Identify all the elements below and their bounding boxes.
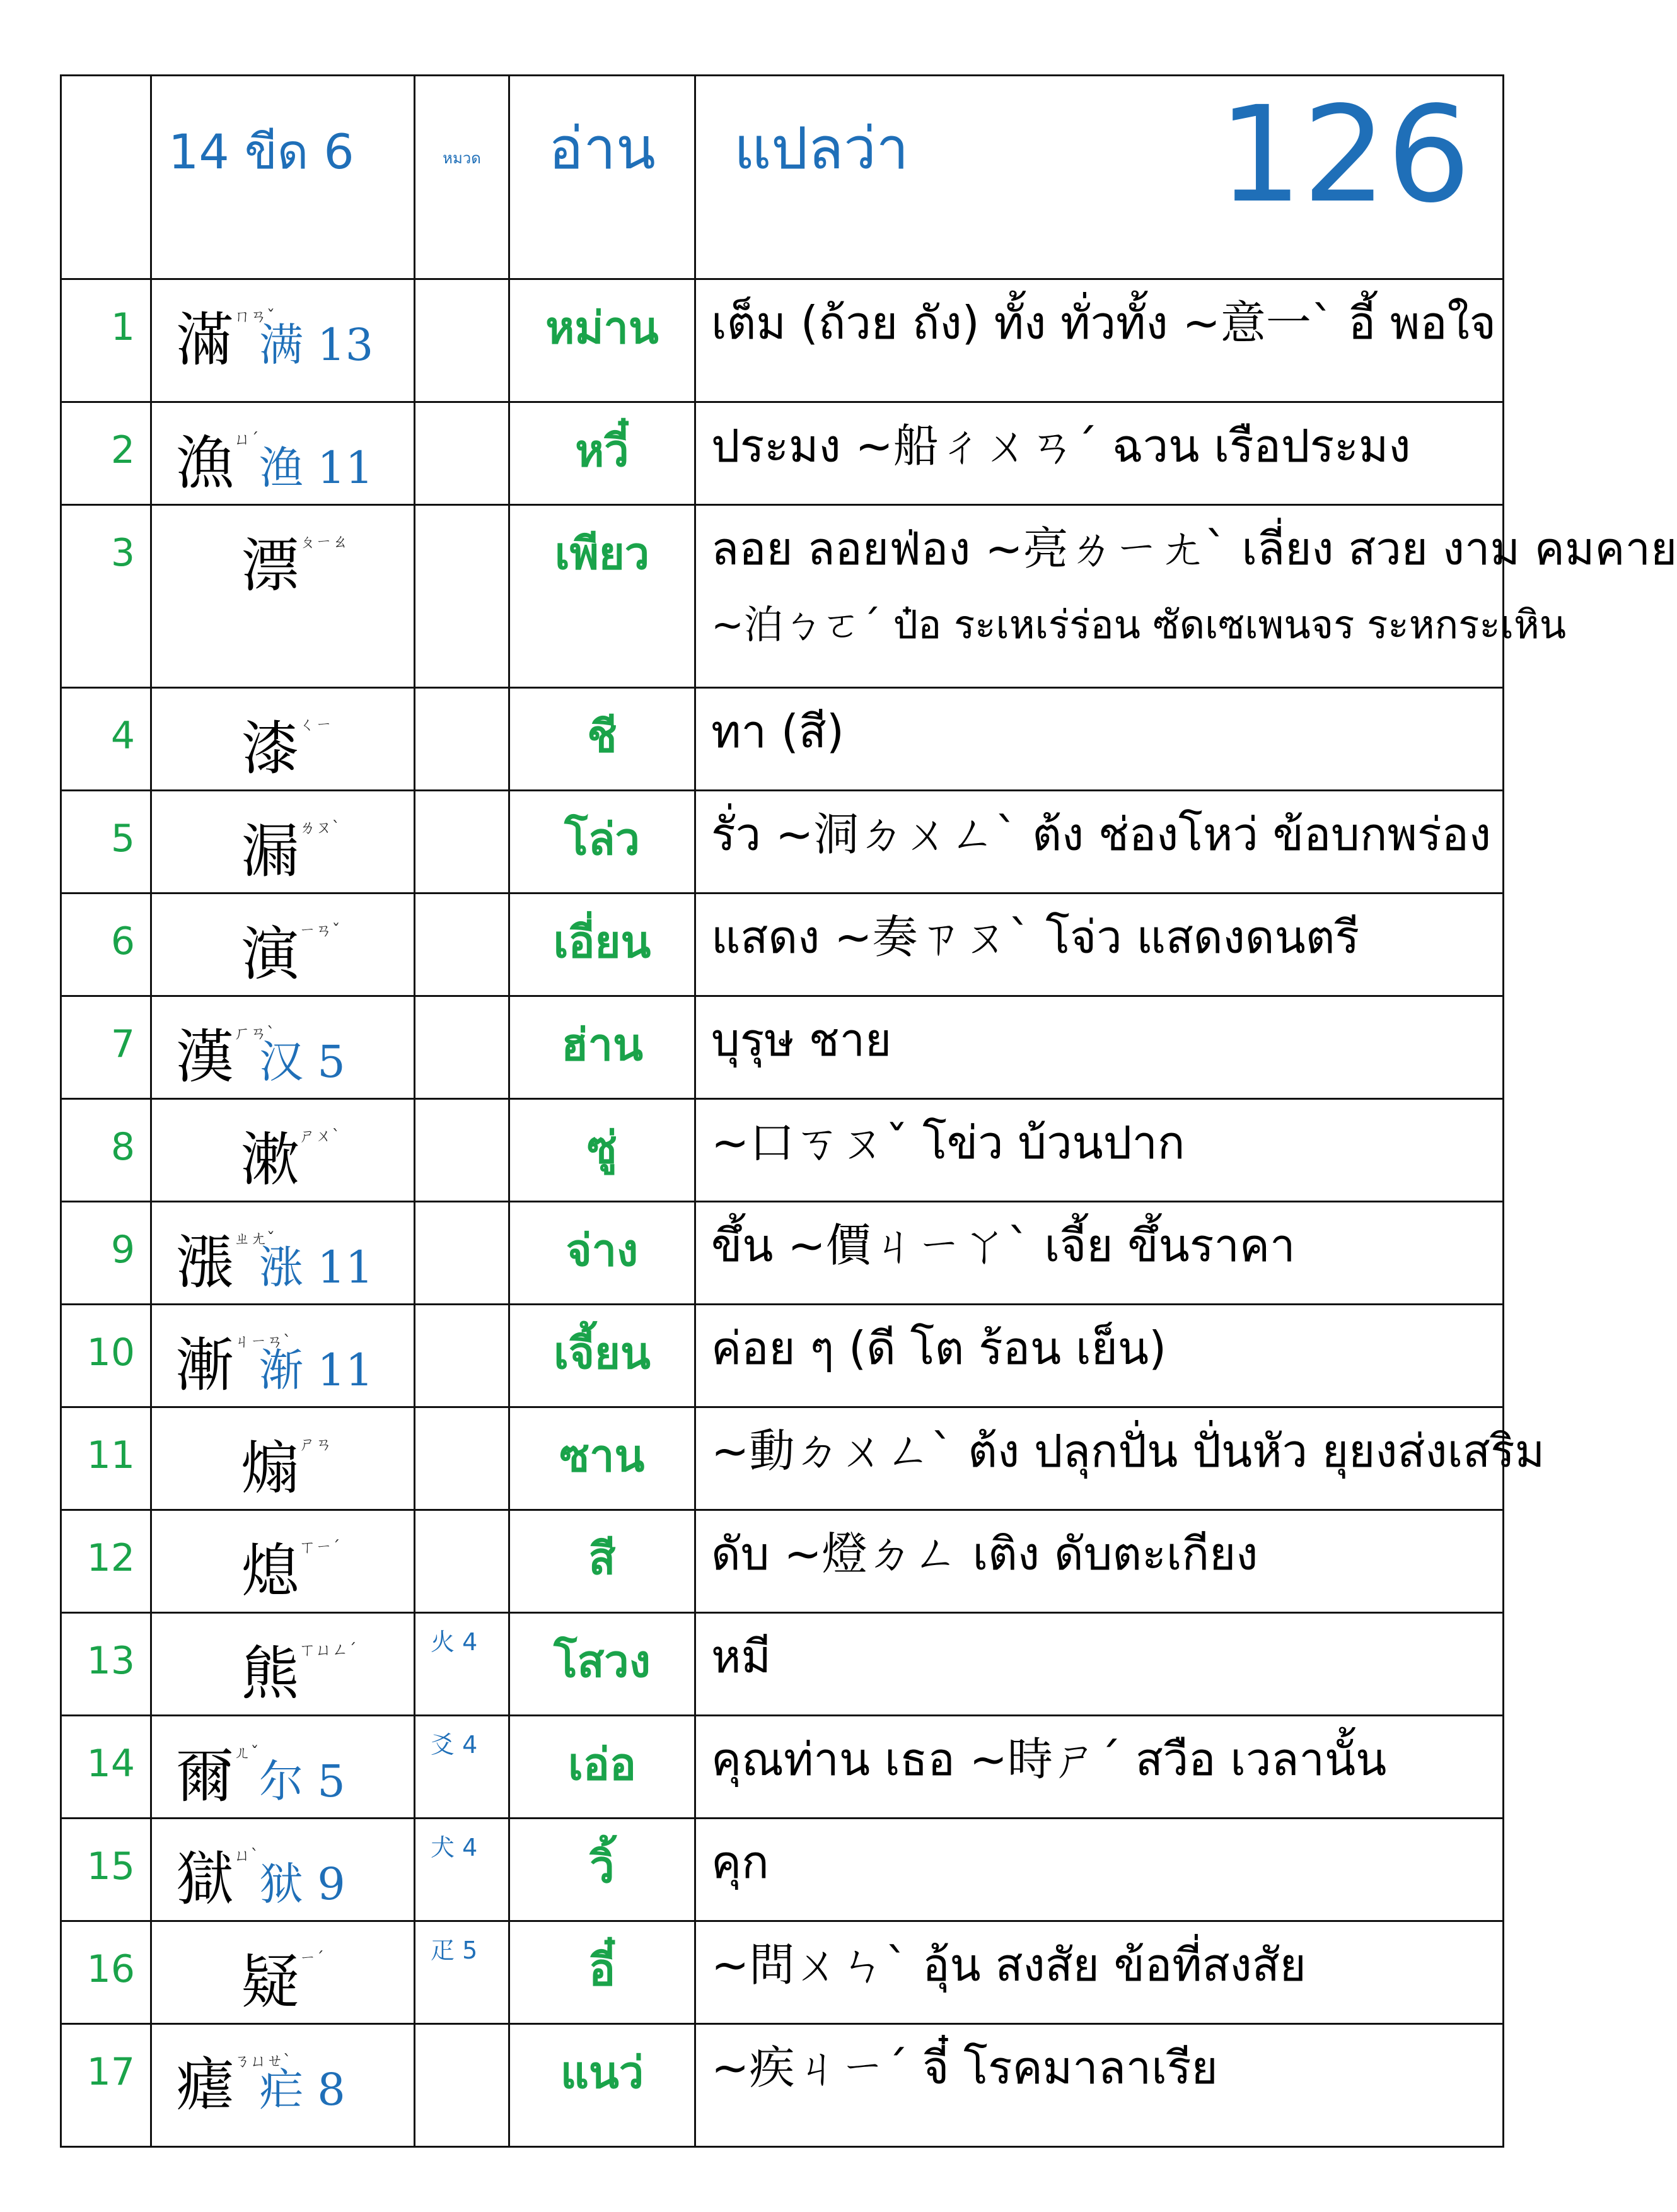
- header-row: [61, 76, 1504, 279]
- meaning-cell: [695, 1921, 1504, 2024]
- meaning-text: ประมง ~船ㄔㄨㄢˊ ฉวน เรือประมง: [711, 419, 1411, 472]
- meaning-text: บุรุษ ชาย: [711, 1013, 892, 1066]
- radical-cell: [415, 1510, 509, 1613]
- row-number: 16: [61, 1921, 151, 2024]
- meaning-text-line2: ~泊ㄅㄛˊ ป๋อ ระเหเร่ร่อน ซัดเซเพนจร ระหกระเหิน: [711, 602, 1567, 648]
- meaning-cell: [695, 1716, 1504, 1819]
- meaning-text: หมี: [711, 1630, 771, 1683]
- table-row: [61, 1202, 1504, 1305]
- hanzi-cell: [151, 1202, 415, 1305]
- simplified-char: 汉 5: [259, 1036, 345, 1088]
- meaning-cell: [695, 996, 1504, 1099]
- radical-cell: [415, 996, 509, 1099]
- thai-reading: โสวง: [509, 1613, 695, 1716]
- zhuyin: ㄑㄧ: [299, 716, 332, 735]
- header-number-cell: [61, 76, 151, 279]
- vocab-table: [60, 74, 1677, 2148]
- radical-cell: [415, 791, 509, 894]
- simplified-char: 疟 8: [259, 2064, 345, 2116]
- hanzi-cell: [151, 2024, 415, 2147]
- hanzi-cell: [151, 402, 415, 505]
- simplified-char: 渐 11: [259, 1344, 374, 1396]
- traditional-char: 熊: [241, 1640, 299, 1708]
- hanzi-cell: [151, 1921, 415, 2024]
- traditional-char: 獄: [176, 1846, 235, 1913]
- table-row: [61, 1921, 1504, 2024]
- reading-header: อ่าน: [509, 76, 695, 279]
- zhuyin: ㄓㄤˇ: [234, 1230, 276, 1249]
- row-number: 3: [61, 505, 151, 688]
- zhuyin: ㄏㄢˋ: [234, 1024, 276, 1043]
- row-number: 9: [61, 1202, 151, 1305]
- meaning-text: คุก: [711, 1836, 769, 1889]
- meaning-cell: [695, 505, 1677, 688]
- hanzi-cell: [151, 1716, 415, 1819]
- hanzi-cell: [151, 1510, 415, 1613]
- simplified-char: 狱 9: [259, 1858, 345, 1910]
- row-number: 4: [61, 688, 151, 791]
- zhuyin: ㄩˋ: [234, 1846, 259, 1865]
- radical-cell: [415, 1202, 509, 1305]
- meaning-cell: [695, 1407, 1545, 1510]
- row-number: 1: [61, 279, 151, 402]
- traditional-char: 漢: [176, 1023, 235, 1091]
- traditional-char: 疑: [241, 1948, 299, 2016]
- thai-reading: เจี้ยน: [509, 1305, 695, 1407]
- thai-reading: ฮ่าน: [509, 996, 695, 1099]
- thai-reading: ซาน: [509, 1407, 695, 1510]
- row-number: 10: [61, 1305, 151, 1407]
- thai-reading: แนว่: [509, 2024, 695, 2147]
- radical-cell: 火 4: [415, 1613, 509, 1716]
- meaning-text: คุณท่าน เธอ ~時ㄕˊ สวือ เวลานั้น: [711, 1733, 1387, 1786]
- table-row: [61, 1510, 1504, 1613]
- radical-cell: [415, 505, 509, 688]
- zhuyin: ㄧˊ: [299, 1949, 324, 1968]
- meaning-text: รั่ว ~洞ㄉㄨㄥˋ ต้ง ช่องโหว่ ข้อบกพร่อง: [711, 808, 1492, 861]
- radical-cell: [415, 279, 509, 402]
- radical-cell: [415, 402, 509, 505]
- meaning-text: ขึ้น ~價ㄐㄧㄚˋ เจี้ย ขึ้นราคา: [711, 1219, 1296, 1272]
- zhuyin: ㄇㄢˇ: [234, 307, 276, 326]
- meaning-cell: [695, 1305, 1504, 1407]
- traditional-char: 演: [241, 921, 299, 988]
- hanzi-cell: [151, 791, 415, 894]
- simplified-char: 满 13: [259, 319, 374, 371]
- thai-reading: วิ้: [509, 1819, 695, 1921]
- traditional-char: 瘧: [176, 2051, 235, 2119]
- zhuyin: ㄒㄩㄥˊ: [299, 1641, 357, 1660]
- thai-reading: โล่ว: [509, 791, 695, 894]
- row-number: 14: [61, 1716, 151, 1819]
- meaning-text: ~問ㄨㄣˋ อุ้น สงสัย ข้อที่สงสัย: [711, 1938, 1306, 1991]
- hanzi-cell: [151, 688, 415, 791]
- radical-cell: 疋 5: [415, 1921, 509, 2024]
- zhuyin: ㄆㄧㄠ: [299, 533, 349, 552]
- thai-reading: อี๋: [509, 1921, 695, 2024]
- table-row: [61, 1407, 1504, 1510]
- hanzi-cell: [151, 505, 415, 688]
- thai-reading: สี: [509, 1510, 695, 1613]
- thai-reading: เอ่อ: [509, 1716, 695, 1819]
- thai-reading: จ่าง: [509, 1202, 695, 1305]
- traditional-char: 漁: [176, 429, 235, 497]
- row-number: 17: [61, 2024, 151, 2147]
- radical-cell: [415, 688, 509, 791]
- meaning-cell: [695, 688, 1504, 791]
- meaning-text: ลอย ลอยฟ่อง ~亮ㄌㄧㄤˋ เลี่ยง สวย งาม คมคาย: [711, 522, 1677, 575]
- meaning-cell: [695, 279, 1504, 402]
- traditional-char: 漆: [241, 715, 299, 783]
- radical-cell: [415, 894, 509, 996]
- traditional-char: 漲: [176, 1229, 235, 1296]
- traditional-char: 熄: [241, 1537, 299, 1605]
- table-row: [61, 1819, 1504, 1921]
- traditional-char: 爾: [176, 1743, 235, 1810]
- radical-cell: [415, 1407, 509, 1510]
- thai-reading: ชี: [509, 688, 695, 791]
- row-number: 6: [61, 894, 151, 996]
- table-row: [61, 1613, 1504, 1716]
- zhuyin: ㄋㄩㄝˋ: [234, 2052, 292, 2071]
- meaning-text: แสดง ~奏ㄗㄡˋ โจ่ว แสดงดนตรี: [711, 911, 1360, 963]
- table-row: [61, 996, 1504, 1099]
- hanzi-cell: [151, 1305, 415, 1407]
- table-row: [61, 894, 1504, 996]
- meaning-text: ดับ ~燈ㄉㄥ เติง ดับตะเกียง: [711, 1527, 1258, 1580]
- row-number: 12: [61, 1510, 151, 1613]
- thai-reading: เอี่ยน: [509, 894, 695, 996]
- zhuyin: ㄌㄡˋ: [299, 818, 340, 837]
- zhuyin: ㄕㄨˋ: [299, 1127, 340, 1146]
- hanzi-cell: [151, 1613, 415, 1716]
- zhuyin: ㄐㄧㄢˋ: [234, 1332, 292, 1351]
- meaning-cell: [695, 791, 1504, 894]
- zhuyin: ㄧㄢˇ: [299, 921, 340, 940]
- meaning-header: แปลว่า: [734, 115, 909, 182]
- traditional-char: 漂: [241, 532, 299, 600]
- table-row: [61, 1305, 1504, 1407]
- meaning-cell: [695, 1819, 1504, 1921]
- row-number: 7: [61, 996, 151, 1099]
- row-number: 11: [61, 1407, 151, 1510]
- meaning-header-cell: [695, 76, 1504, 279]
- traditional-char: 漸: [176, 1332, 235, 1399]
- zhuyin: ㄦˇ: [234, 1743, 259, 1762]
- zhuyin: ㄩˊ: [234, 430, 259, 449]
- traditional-char: 漱: [241, 1126, 299, 1194]
- radical-cell: 犬 4: [415, 1819, 509, 1921]
- table-row: [61, 1716, 1504, 1819]
- table-row: [61, 1099, 1504, 1202]
- meaning-cell: [695, 1202, 1504, 1305]
- meaning-text: ~動ㄉㄨㄥˋ ต้ง ปลุกปั่น ปั่นหัว ยุยงส่งเสริม: [711, 1424, 1545, 1477]
- traditional-char: 漏: [241, 818, 299, 885]
- radical-cell: [415, 1099, 509, 1202]
- simplified-char: 涨 11: [259, 1242, 374, 1293]
- meaning-text: ~疾ㄐㄧˊ จี๋ โรคมาลาเรีย: [711, 2041, 1218, 2094]
- radical-cell: [415, 1305, 509, 1407]
- meaning-cell: [695, 894, 1504, 996]
- meaning-cell: [695, 1099, 1504, 1202]
- row-number: 13: [61, 1613, 151, 1716]
- meaning-text: เต็ม (ถ้วย ถัง) ทั้ง ทั่วทั้ง ~意一ˋ อี้ พอใจ: [711, 296, 1496, 349]
- page-number: 126: [1218, 78, 1471, 232]
- hanzi-cell: [151, 996, 415, 1099]
- row-number: 2: [61, 402, 151, 505]
- table-row: [61, 505, 1504, 688]
- strokes-label: 14 ขีด 6: [151, 76, 415, 279]
- meaning-cell: [695, 1510, 1504, 1613]
- meaning-cell: [695, 2024, 1504, 2147]
- meaning-text: ทา (สี): [711, 705, 844, 758]
- hanzi-cell: [151, 1407, 415, 1510]
- simplified-char: 尔 5: [259, 1755, 345, 1807]
- traditional-char: 煽: [241, 1435, 299, 1502]
- hanzi-cell: [151, 1099, 415, 1202]
- zhuyin: ㄕㄢ: [299, 1435, 332, 1454]
- table-row: [61, 279, 1504, 402]
- radical-cell: [415, 2024, 509, 2147]
- meaning-cell: [695, 1613, 1504, 1716]
- meaning-text: ~口ㄎㄡˇ โข่ว บ้วนปาก: [711, 1116, 1185, 1169]
- hanzi-cell: [151, 1819, 415, 1921]
- thai-reading: ซู่: [509, 1099, 695, 1202]
- table-row: [61, 688, 1504, 791]
- thai-reading: หม่าน: [509, 279, 695, 402]
- simplified-char: 渔 11: [259, 442, 374, 494]
- hanzi-cell: [151, 279, 415, 402]
- table-row: [61, 791, 1504, 894]
- hanzi-cell: [151, 894, 415, 996]
- radical-header: หมวด: [415, 76, 509, 279]
- table-row: [61, 2024, 1504, 2147]
- traditional-char: 滿: [176, 306, 235, 374]
- row-number: 5: [61, 791, 151, 894]
- radical-cell: 爻 4: [415, 1716, 509, 1819]
- meaning-cell: [695, 402, 1504, 505]
- row-number: 8: [61, 1099, 151, 1202]
- thai-reading: หวี๋: [509, 402, 695, 505]
- row-number: 15: [61, 1819, 151, 1921]
- thai-reading: เพียว: [509, 505, 695, 688]
- zhuyin: ㄒㄧˊ: [299, 1538, 340, 1557]
- meaning-text: ค่อย ๆ (ดี โต ร้อน เย็น): [711, 1322, 1167, 1375]
- table-row: [61, 402, 1504, 505]
